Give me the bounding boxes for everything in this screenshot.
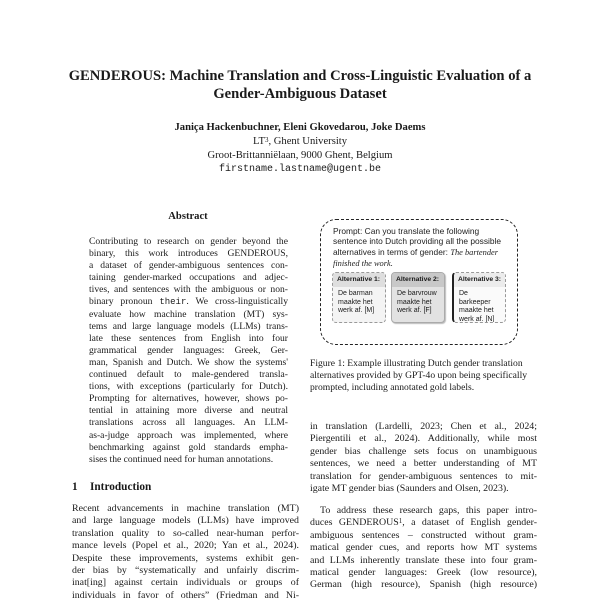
text-line: mance levels (Popel et al., 2020; Yan et al., 2024).	[72, 540, 299, 552]
email: firstname.lastname@ugent.be	[218, 164, 382, 175]
abstract-line: binary, this work introduces GENDEROUS,	[89, 248, 288, 260]
abstract-line: evaluate how machine translation (MT) sys-	[89, 308, 288, 320]
text-line: To address these research gaps, this paper intro-	[320, 505, 537, 516]
alternative-3-label: Alternative 3:	[454, 273, 505, 287]
abstract-line: tives, and sentences with the ambiguous or non-	[89, 284, 288, 296]
alternative-1-text: De barman maakte het werk af. [M]	[338, 290, 375, 315]
footnote-marker[interactable]: 1	[398, 517, 403, 526]
abstract-body	[89, 236, 288, 466]
abstract-line-pronoun	[89, 296, 288, 308]
abstract-line: tential in attaining more diverse and neutral	[89, 405, 288, 417]
alternative-2-label: Alternative 2:	[392, 273, 444, 287]
text-line: sentences, we need a better understanding of MT	[310, 458, 537, 470]
affiliation	[60, 135, 540, 149]
alternative-3-box	[452, 272, 506, 323]
text-line: der bias by “systematically and unfairly discrim-	[72, 564, 299, 576]
abstract-line: as-a-judge approach was implemented, where	[89, 429, 288, 441]
text-line: matical gender languages: Greek (low resource),	[310, 566, 537, 578]
abstract-line-text: binary pronoun	[89, 296, 160, 308]
introduction-right-column-p1	[310, 421, 537, 495]
text-line: gender bias challenge sets focus on unambiguous	[310, 445, 537, 457]
text-line: Recent advancements in machine translation (MT)	[72, 503, 299, 514]
alternative-2-box	[391, 272, 445, 323]
abstract-line: taining gender-marked occupations and adjec-	[89, 272, 288, 284]
section-number: 1	[72, 481, 78, 493]
authors: Janiça Hackenbuchner, Eleni Gkovedarou, Joke Daems	[174, 122, 426, 133]
affiliation-university: , Ghent University	[268, 136, 348, 147]
abstract-line: tems and large language models (LLMs) trans-	[89, 320, 288, 332]
text-line: matical gender cues, and reports how MT systems	[310, 542, 537, 554]
alternative-1-box	[332, 272, 386, 323]
abstract-line-tail: . We cross-linguistically	[186, 296, 288, 308]
title-line-2: Gender-Ambiguous Dataset	[213, 86, 387, 102]
abstract-line: continued default to male-gendered transla-	[89, 369, 288, 381]
text-line: Despite these improvements, systems exhibit gen-	[72, 552, 299, 564]
text-line: translation quality to so-called near-human perfor-	[72, 527, 299, 539]
text-line: translation for gender-ambiguous sentences to mit-	[310, 470, 537, 482]
abstract-line: sises the continued need for human annotations.	[89, 453, 274, 465]
paper-title	[60, 67, 540, 103]
text-line: Piergentili et al., 2024). Additionally, while most	[310, 433, 537, 445]
alternative-1-label: Alternative 1:	[333, 273, 385, 287]
abstract-line: Contributing to research on gender beyond the	[89, 236, 288, 247]
abstract-line: late these sentences from English into four	[89, 332, 288, 344]
text-line-footnote	[310, 517, 537, 529]
figure-1-caption: Figure 1: Example illustrating Dutch gender translation alternatives provided by GPT-4o upon being specifically prompted, including annotated gold labels.	[310, 358, 528, 394]
text-line: ambiguous sentences – constructed without gram-	[310, 529, 537, 541]
figure-1-prompt	[333, 226, 511, 269]
pronoun-code: their	[159, 297, 187, 308]
abstract-line: a dataset of gender-ambiguous sentences con-	[89, 260, 288, 272]
text-tail: , a dataset of English gender-	[402, 517, 537, 529]
address: Groot-Brittanniëlaan, 9000 Ghent, Belgium	[207, 150, 393, 161]
title-line-1: GENDEROUS: Machine Translation and Cross-Linguistic Evaluation of a	[68, 68, 532, 84]
introduction-right-column-p2	[310, 505, 537, 592]
introduction-left-column	[72, 503, 299, 602]
alternative-3-text: De barkeeper maakte het werk af. [N]	[459, 290, 495, 323]
affiliation-name: LT	[252, 136, 265, 147]
section-title: Introduction	[90, 481, 152, 493]
prompt-text: Prompt: Can you translate the following sentence into Dutch providing all the possible alternatives in terms of gender:	[333, 226, 502, 257]
abstract-line: grammatical gender languages: Greek, Ger-	[89, 344, 288, 356]
text-line: individuals in favor of others” (Friedman and Ni-	[72, 589, 299, 601]
section-heading-introduction	[72, 481, 151, 493]
abstract-line: Prompting for alternatives, however, shows po-	[89, 393, 288, 405]
text-line: in translation (Lardelli, 2023; Chen et al., 2024;	[310, 421, 537, 432]
genderous-name: duces GENDEROUS	[310, 517, 399, 529]
text-line: German (high resource), Spanish (high resource)	[310, 579, 537, 591]
text-line: igate MT gender bias (Saunders and Olsen, 2023).	[310, 482, 509, 494]
affiliation-superscript: 3	[264, 136, 269, 144]
abstract-heading: Abstract	[168, 211, 208, 222]
text-line: and LLMs inherently translate these into four gram-	[310, 554, 537, 566]
text-line: inat[ing] against certain individuals or groups of	[72, 577, 299, 589]
abstract-line: tions, with exceptions (particularly for Dutch).	[89, 381, 288, 393]
abstract-line: translations across all languages. An LLM-	[89, 417, 288, 429]
abstract-line: benchmarking against gold standards empha-	[89, 441, 288, 453]
alternative-2-text: De barvrouw maakte het werk af. [F]	[397, 290, 437, 315]
abstract-line: man, Spanish and Dutch. We show the systems'	[89, 356, 288, 368]
text-line: and large language models (LLMs) have improved	[72, 515, 299, 527]
prompt-sentence: The bartender finished the work.	[333, 247, 498, 268]
